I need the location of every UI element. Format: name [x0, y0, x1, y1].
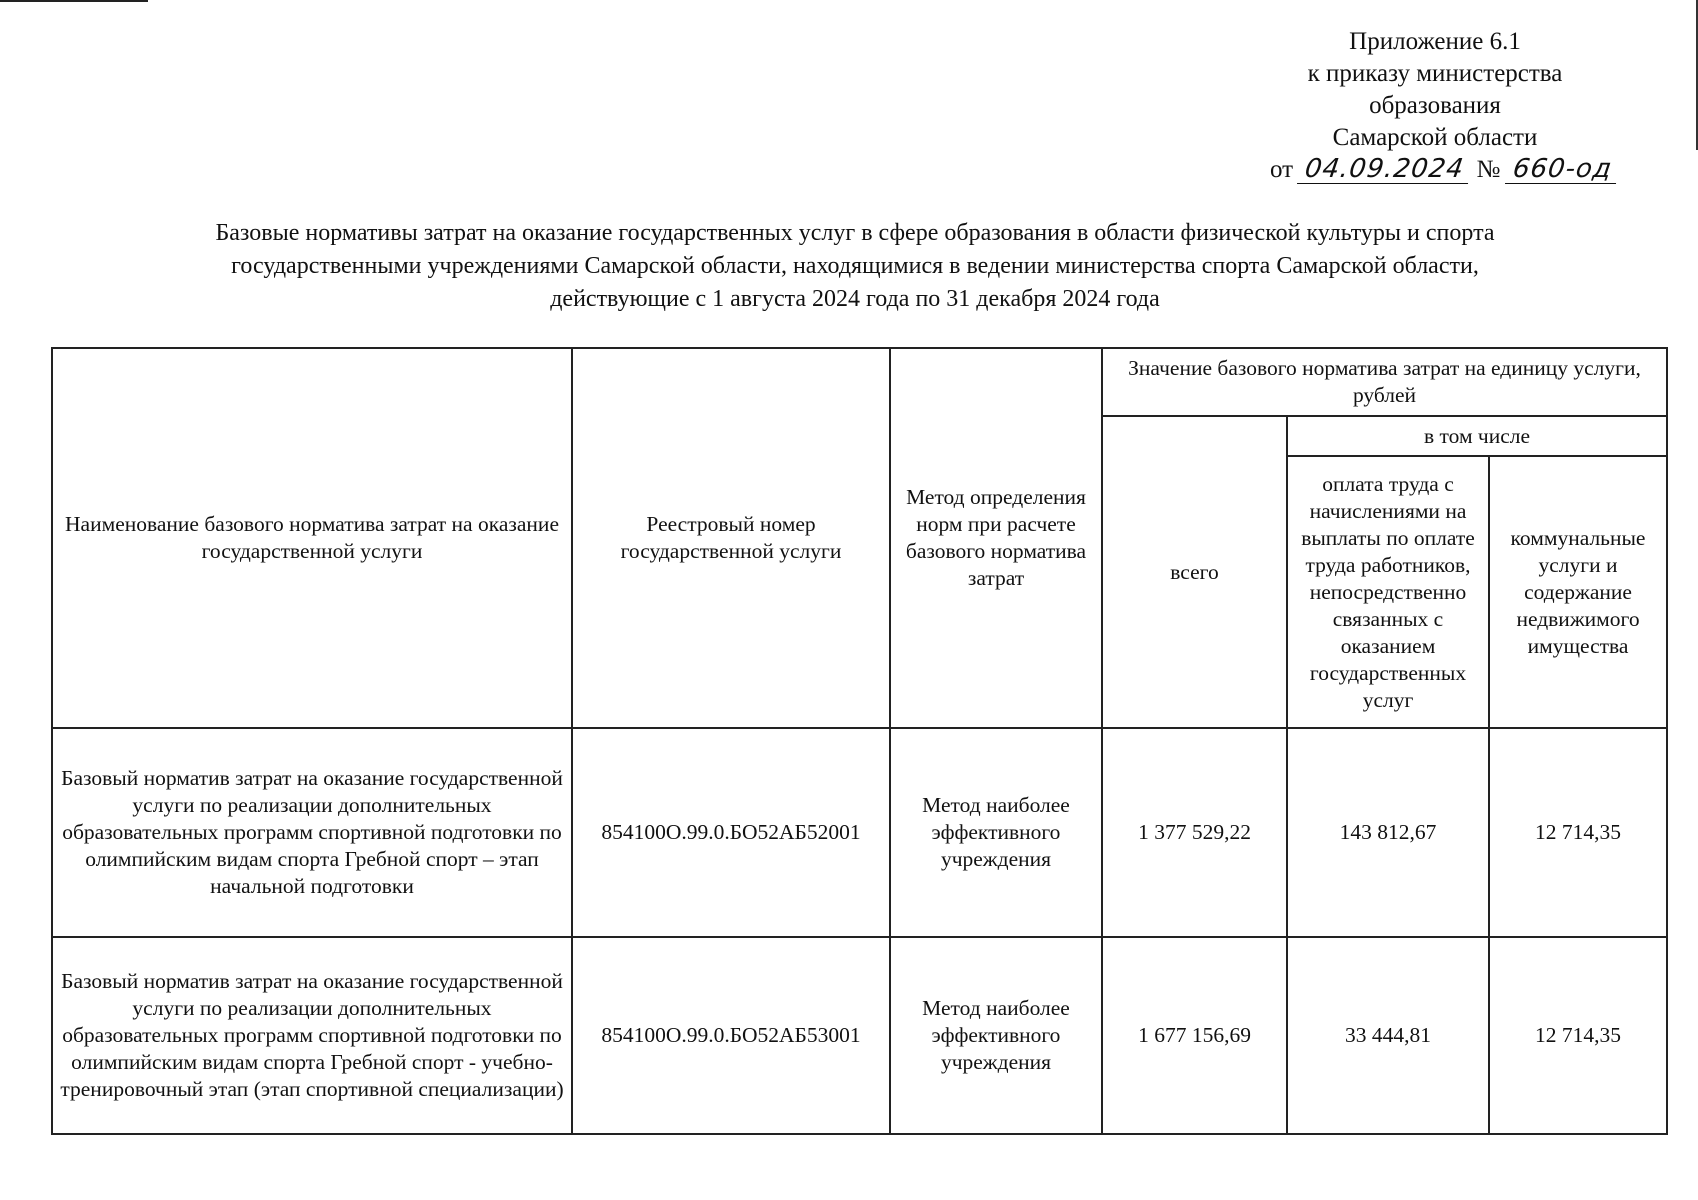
row-method: Метод наиболее эффективного учреждения [890, 728, 1102, 937]
appendix-region: Самарской области [1332, 124, 1538, 151]
appendix-ministry: образования [1369, 92, 1501, 119]
row-method: Метод наиболее эффективного учреждения [890, 937, 1102, 1134]
title-line-2: государственными учреждениями Самарской области, находящимися в ведении министерства спорта Самарской области, [231, 253, 1479, 279]
row-name: Базовый норматив затрат на оказание государственной услуги по реализации дополнительных образовательных программ спортивной подготовки по олимпийским видам спорта Гребной спорт – этап начальной подготовки [52, 728, 572, 937]
header-row-1 [52, 348, 1667, 416]
header-name: Наименование базового норматива затрат на оказание государственной услуги [52, 348, 572, 728]
row-registry: 854100О.99.0.БО52АБ52001 [572, 728, 890, 937]
row-labor: 143 812,67 [1287, 728, 1489, 937]
appendix-order-ref: к приказу министерства [1307, 60, 1563, 87]
number-label: № [1476, 156, 1501, 183]
appendix-date-line [1270, 154, 1614, 186]
row-name: Базовый норматив затрат на оказание государственной услуги по реализации дополнительных образовательных программ спортивной подготовки по олимпийским видам спорта Гребной спорт - учебно-тренировочный этап (этап спортивной специализации) [52, 937, 572, 1134]
header-registry: Реестровый номер государственной услуги [572, 348, 890, 728]
document-title [60, 217, 1650, 316]
title-line-1: Базовые нормативы затрат на оказание государственных услуг в сфере образования в области физической культуры и спорта [215, 220, 1495, 246]
order-date: 04.09.2024 [1297, 155, 1472, 184]
row-total: 1 677 156,69 [1102, 937, 1287, 1134]
order-number: 660-од [1505, 155, 1620, 184]
header-including: в том числе [1287, 416, 1667, 456]
table-row [52, 937, 1667, 1134]
header-value-group: Значение базового норматива затрат на единицу услуги, рублей [1102, 348, 1667, 416]
from-label: от [1270, 156, 1294, 183]
corner-rule [0, 0, 148, 2]
title-line-3: действующие с 1 августа 2024 года по 31 декабря 2024 года [550, 286, 1160, 312]
header-method: Метод определения норм при расчете базового норматива затрат [890, 348, 1102, 728]
table-row [52, 728, 1667, 937]
header-total: всего [1102, 416, 1287, 728]
row-registry: 854100О.99.0.БО52АБ53001 [572, 937, 890, 1134]
row-labor: 33 444,81 [1287, 937, 1489, 1134]
header-utilities: коммунальные услуги и содержание недвижимого имущества [1489, 456, 1667, 728]
appendix-title: Приложение 6.1 [1349, 28, 1521, 55]
norms-table [51, 347, 1668, 1135]
row-utilities: 12 714,35 [1489, 728, 1667, 937]
row-utilities: 12 714,35 [1489, 937, 1667, 1134]
appendix-block [1270, 26, 1614, 186]
header-labor: оплата труда с начислениями на выплаты по оплате труда работников, непосредственно связанных с оказанием государственных услуг [1287, 456, 1489, 728]
row-total: 1 377 529,22 [1102, 728, 1287, 937]
